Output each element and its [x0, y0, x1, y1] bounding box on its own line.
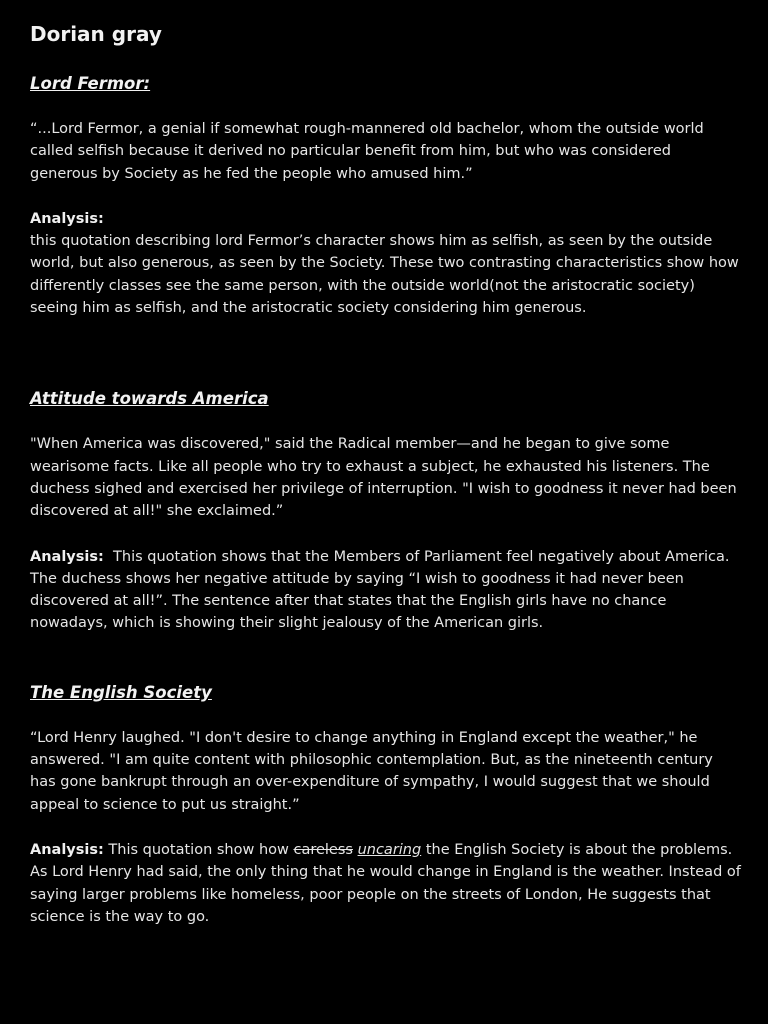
document-title: Dorian gray [30, 22, 162, 46]
analysis-text-after: the English Society is about the problems. As Lord Henry had said, the only thing that he would change in England is the weather. Instead of saying larger problems like homeless, poor people on the streets of London, He suggests that science is the way to go. [30, 841, 741, 925]
analysis-paragraph [30, 546, 742, 635]
analysis-label: Analysis: [30, 548, 104, 565]
section-heading: Lord Fermor: [30, 74, 151, 93]
analysis-paragraph [30, 839, 742, 928]
section-lord-fermor [30, 72, 742, 319]
section-quote: “...Lord Fermor, a genial if somewhat rough-mannered old bachelor, whom the outside world called selfish because it derived no particular benefit from him, but who was considered generous by Society as he fed the people who amused him.” [30, 121, 704, 182]
section-attitude-towards-america [30, 387, 742, 634]
section-quote: “Lord Henry laughed. "I don't desire to change anything in England except the weather," he answered. "I am quite content with philosophic contemplation. But, as the nineteenth century has gone bankrupt through an over-expenditure of sympathy, I would suggest that we should appeal to science to put us straight.” [30, 729, 713, 813]
inserted-word: uncaring [357, 841, 422, 858]
struck-word: careless [293, 841, 353, 858]
analysis-text: This quotation shows that the Members of Parliament feel negatively about America. The duchess shows her negative attitude by saying “I wish to goodness it had never been discovered at all!”. The sentence after that states that the English girls have no chance nowadays, which is showing their slight jealousy of the American girls. [30, 548, 730, 632]
analysis-label: Analysis: [30, 210, 104, 227]
section-heading: The English Society [30, 682, 212, 702]
section-english-society [30, 681, 742, 928]
document-page [30, 18, 742, 928]
section-quote: "When America was discovered," said the Radical member—and he began to give some wearisome facts. Like all people who try to exhaust a subject, he exhausted his listeners. The duchess sighed and exercised her privilege of interruption. "I wish to goodness it never had been discovered at all!" she exclaimed.” [30, 436, 737, 520]
analysis-label: Analysis: [30, 841, 104, 858]
analysis-text: this quotation describing lord Fermor’s character shows him as selfish, as seen by the outside world, but also generous, as seen by the Society. These two contrasting characteristics show how differently classes see the same person, with the outside world(not the aristocratic society) seeing him as selfish, and the aristocratic society considering him generous. [30, 233, 739, 317]
analysis-text-before: This quotation show how [108, 841, 289, 858]
section-heading: Attitude towards America [30, 389, 269, 409]
